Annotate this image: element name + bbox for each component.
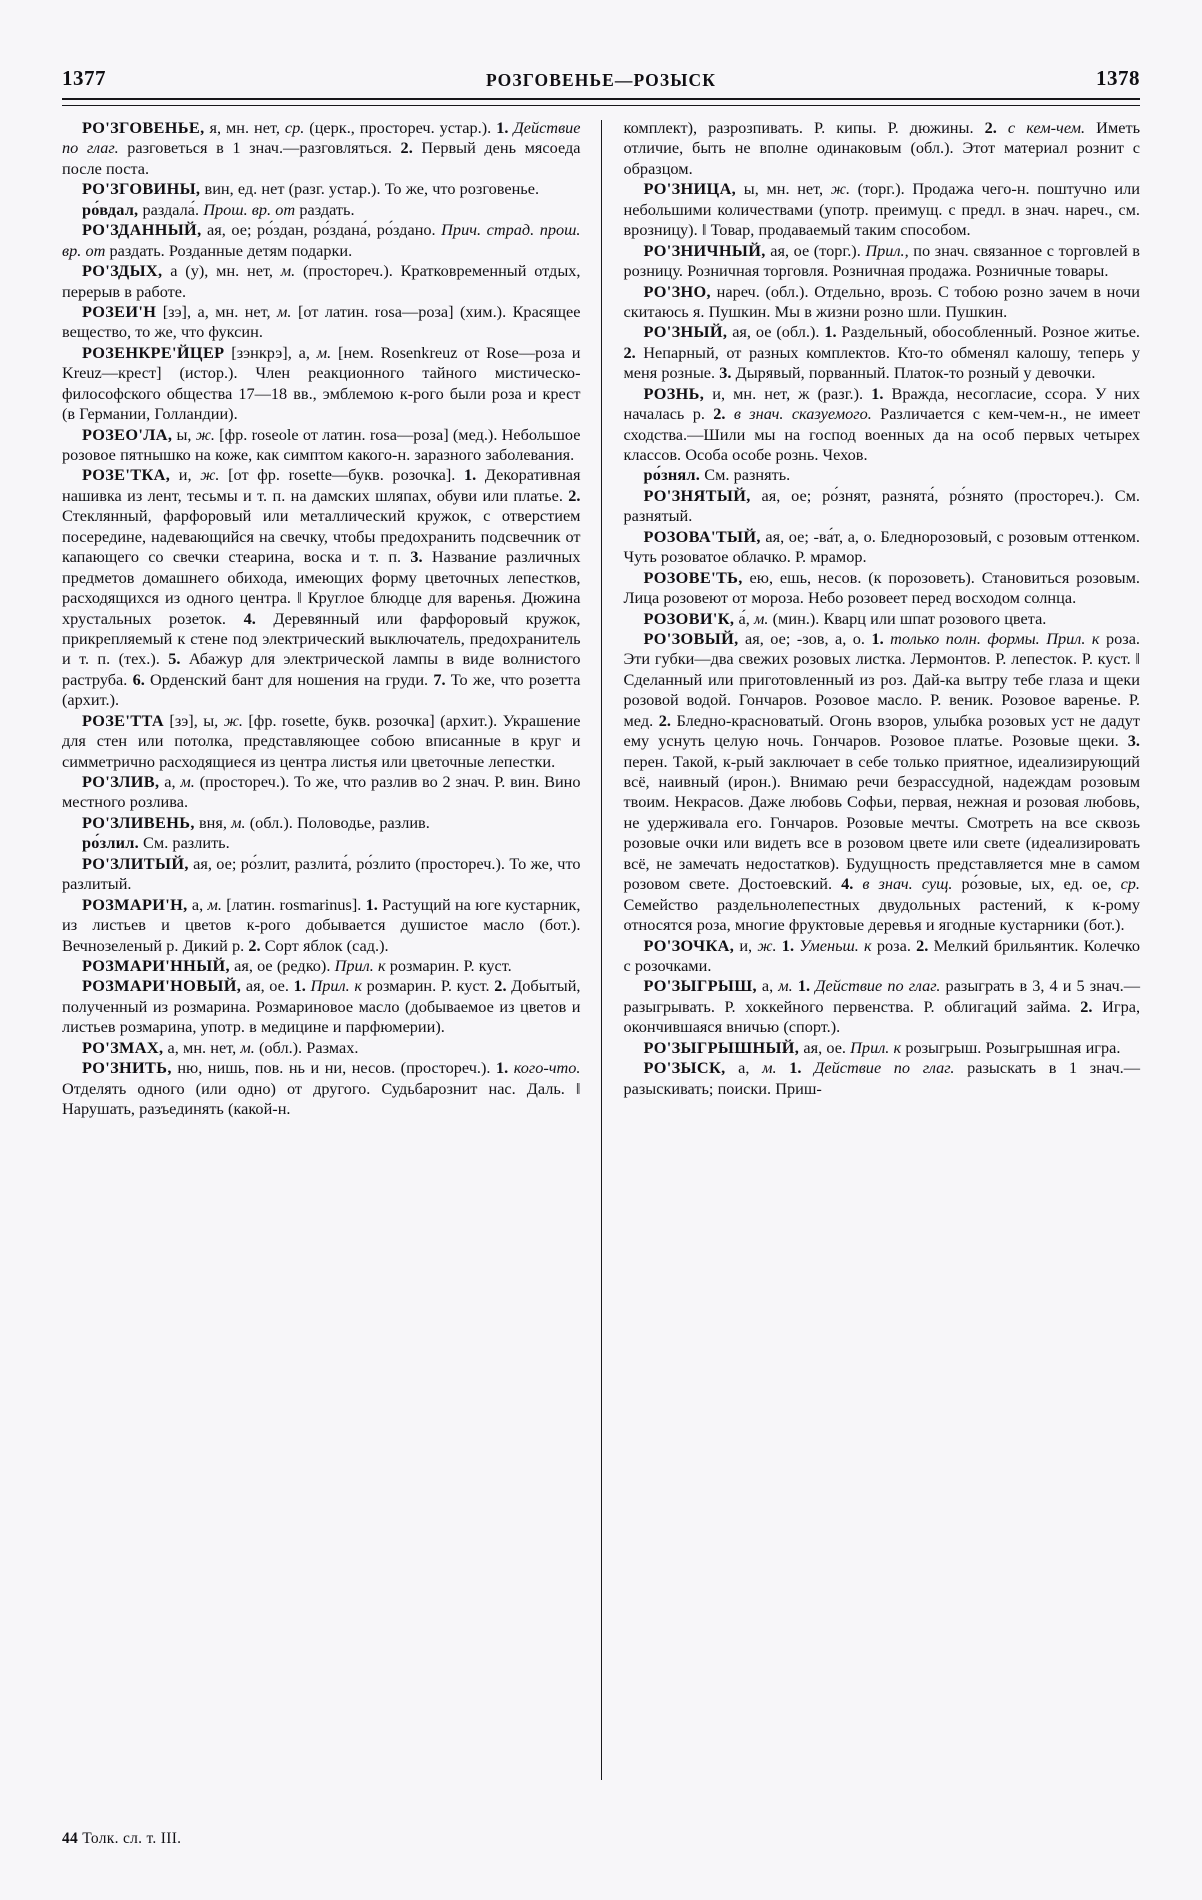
dictionary-entry (624, 936, 1141, 977)
dictionary-entry (624, 241, 1141, 282)
entry-definition: [зэнкрэ], а, м. [нем. Rosenkreuz от Rose—роза и Kreuz—крест] (истор.). Член реакционного тайного мистическо-философского общества 17—18 вв., эмблемою к-рого были роза и крест (в Германии, Голландии). (62, 342, 581, 424)
dictionary-entry (624, 118, 1141, 179)
dictionary-entry (62, 118, 581, 179)
dictionary-entry (62, 465, 581, 710)
dictionary-entry (62, 956, 581, 976)
entry-definition: и, мн. нет, ж (разг.). 1. Вражда, несогласие, ссора. У них началась р. 2. в знач. сказуемого. Различается с кем-чем-н., не имеет сходства.—Шили мы на господ военных да на особ первых четырех классов. Особа особе рознь. Чехов. (623, 383, 1140, 464)
entry-definition: ая, ое; ро́злит, разлита́, ро́злито (простореч.). То же, что разлитый. (62, 853, 581, 894)
entry-headword: РО'ЗНИЦА, (643, 179, 737, 199)
dictionary-entry (624, 282, 1141, 323)
entry-headword: РО'ЗНЯТЫЙ, (643, 485, 751, 505)
column-container (62, 118, 1140, 1822)
dictionary-entry (62, 1038, 581, 1058)
dictionary-entry (624, 976, 1141, 1037)
page-footer (62, 1830, 181, 1848)
entry-definition: а, м. (простореч.). То же, что разлив во 2 знач. Р. вин. Вино местного розлива. (62, 772, 581, 812)
entry-headword: РО'ЗЛИВ, (82, 772, 160, 791)
entry-headword: РО'ЗЛИВЕНЬ, (82, 812, 195, 832)
entry-headword: РО'ЗГОВЕНЬЕ, (82, 118, 205, 137)
dictionary-entry (62, 179, 581, 199)
entry-definition: а́, м. (мин.). Кварц или шпат розового цвета. (734, 608, 1047, 628)
folio-left: 1377 (62, 66, 106, 90)
entry-definition: ая, ое. 1. Прил. к розмарин. Р. куст. 2. Добытый, полученный из розмарина. Розмариновое масло (добываемое из цветов и листьев розмарина, употр. в медицине и парфюмерии). (62, 976, 581, 1037)
signature-mark: 44 (62, 1830, 79, 1847)
dictionary-entry (62, 895, 581, 956)
entry-definition: ая, ое; -зов, а, о. 1. только полн. формы. Прил. к роза. Эти губки—два свежих розовых листка. Лермонтов. Р. лепесток. Р. куст. ‖ Сделанный или приготовленный из роз. Дай-ка вытру тебе глаза и щеки розовой водой. Гончаров. Розовое масло. Р. веник. Розовое варенье. Р. мед. 2. Бледно-красноватый. Огонь взоров, улыбка розовых уст не дадут ему уснуть целую ночь. Гончаров. Розовое платье. Розовые щеки. 3. перен. Такой, к-рый заключает в себе только приятное, идеализирующий всё, наивный (ирон.). Внимаю речи безрассудной, надеждам розовым твоим. Некрасов. Даже любовь Софьи, первая, нежная и розовая любовь, не удерживала его. Гончаров. Розовые мечты. Смотреть на все сквозь розовые очки или видеть все в розовом цвете или свете (идеализировать всё, не замечать недостатков). Будущность представляется мне в самом розовом свете. Достоевский. 4. в знач. сущ. ро́зовые, ых, ед. ое, ср. Семейство раздельнолепестных двудольных растений, к к-рому относятся роза, многие фруктовые деревья и ягодные кустарники (бот.). (623, 628, 1140, 935)
dictionary-entry (624, 384, 1141, 466)
dictionary-entry (62, 302, 581, 343)
entry-definition: [зэ], а, мн. нет, м. [от латин. rosa—роза] (хим.). Красящее вещество, то же, что фуксин. (62, 301, 581, 342)
entry-headword: РОЗМАРИ'Н, (82, 894, 188, 914)
entry-headword: РОЗЕО'ЛА, (82, 424, 173, 444)
dictionary-entry (624, 465, 1141, 485)
running-head (62, 66, 1140, 94)
dictionary-entry (62, 976, 581, 1037)
dictionary-entry (624, 568, 1141, 609)
entry-headword: РОЗОВИ'К, (643, 608, 735, 628)
dictionary-entry (62, 261, 581, 302)
entry-headword: РОЗЕ'ТКА, (82, 465, 171, 485)
entry-headword: РОЗНЬ, (643, 383, 705, 403)
volume-mark: Толк. сл. т. III. (82, 1830, 182, 1847)
dictionary-entry (62, 813, 581, 833)
entry-headword: РОЗЕ'ТТА (82, 710, 164, 730)
entry-definition: См. разлить. (138, 833, 230, 853)
entry-headword: РО'ЗГОВИНЫ, (82, 179, 201, 199)
entry-headword: РО'ЗЫГРЫШ, (643, 976, 757, 996)
entry-headword: РОЗОВА'ТЫЙ, (643, 526, 761, 546)
entry-definition: ая, ое (торг.). Прил., по знач. связанное с торговлей в розницу. Розничная торговля. Розничная продажа. Розничные товары. (623, 240, 1140, 281)
dictionary-entry (624, 322, 1141, 383)
entry-definition: вня, м. (обл.). Половодье, разлив. (194, 812, 430, 832)
entry-headword: РО'ЗЛИТЫЙ, (82, 853, 189, 873)
entry-definition: а, м. 1. Действие по глаг. разыскать в 1 знач.—разыскивать; поиски. Приш- (623, 1058, 1141, 1098)
entry-headword: РО'ЗОВЫЙ, (643, 628, 739, 648)
header-rule (62, 98, 1140, 106)
entry-definition: и, ж. [от фр. rosette—букв. розочка]. 1. Декоративная нашивка из лент, тесьмы и т. п. на дамских шляпах, обуви или платье. 2. Стеклянный, фарфоровый или металлический кружок, с отверстием посередине, надевающийся на свечку, чтобы предохранить подсвечник от капающего со свечки стеарина, воска и т. п. 3. Название различных предметов домашнего обихода, имеющих форму цветочных лепестков, расходящихся из одного центра. ‖ Круглое блюдце для варенья. Дюжина хрустальных розеток. 4. Деревянный или фарфоровый кружок, прикрепляемый к стене под электрический выключатель, предохранитель и т. п. (тех.). 5. Абажур для электрической лампы в виде волнистого раструба. 6. Орденский бант для ношения на груди. 7. То же, что розетта (архит.). (62, 465, 581, 710)
entry-definition: комплект), разрозпивать. Р. кипы. Р. дюжины. 2. с кем-чем. Иметь отличие, быть не вполне одинаковым (обл.). Этот материал рознит с образцом. (623, 118, 1141, 178)
entry-headword: ро́злил. (82, 833, 139, 853)
dictionary-entry (62, 854, 581, 895)
dictionary-entry (624, 486, 1141, 527)
entry-headword: РОЗЕИ'Н (82, 301, 157, 321)
dictionary-entry (624, 1058, 1141, 1099)
entry-headword: ро́вдал, (82, 199, 139, 219)
dictionary-entry (624, 1038, 1141, 1058)
entry-headword: РО'ЗДАННЫЙ, (82, 220, 202, 240)
entry-headword: РОЗОВЕ'ТЬ, (643, 567, 743, 587)
entry-headword: РОЗМАРИ'ННЫЙ, (82, 955, 230, 975)
entry-definition: а, м. [латин. rosmarinus]. 1. Растущий на юге кустарник, из листьев и цветов к-рого добывается душистое масло (бот.). Вечнозеленый р. Дикий р. 2. Сорт яблок (сад.). (62, 894, 581, 955)
right-column (602, 118, 1141, 1822)
entry-definition: нареч. (обл.). Отдельно, врозь. С тобою розно зачем в ночи скитаюсь я. Пушкин. Мы в жизни розно шли. Пушкин. (623, 281, 1140, 321)
entry-definition: а (у), мн. нет, м. (простореч.). Кратковременный отдых, перерыв в работе. (62, 261, 581, 301)
dictionary-entry (624, 629, 1141, 936)
entry-definition: ы, ж. [фр. roseole от латин. rosa—роза] (мед.). Небольшое розовое пятнышко на коже, как симптом какого-н. заразного заболевания. (62, 424, 581, 464)
entry-definition: я, мн. нет, ср. (церк., простореч. устар.). 1. Действие по глаг. разговеться в 1 знач.—разговляться. 2. Первый день мясоеда после поста. (62, 118, 581, 178)
dictionary-entry (62, 1058, 581, 1119)
dictionary-entry (62, 343, 581, 425)
dictionary-entry (624, 179, 1141, 240)
entry-definition: ая, ое; -ва́т, а, о. Бледнорозовый, с розовым оттенком. Чуть розоватое облачко. Р. мрамор. (623, 526, 1140, 567)
entry-definition: ая, ое (обл.). 1. Раздельный, обособленный. Розное житье. 2. Непарный, от разных комплектов. Кто-то обменял калошу, теперь у меня розные. 3. Дырявый, порванный. Платок-то розный у девочки. (623, 322, 1140, 383)
entry-headword: РО'ЗНЫЙ, (643, 322, 728, 342)
entry-definition: ню, нишь, пов. нь и ни, несов. (простореч.). 1. кого-что. Отделять одного (или одно) от другого. Судьбарознит нас. Даль. ‖ Нарушать, разъединять (какой-н. (62, 1058, 581, 1118)
left-column (62, 118, 601, 1822)
entry-definition: ею, ешь, несов. (к порозоветь). Становиться розовым. Лица розовеют от мороза. Небо розовеет перед восходом солнца. (623, 567, 1140, 608)
entry-headword: РО'ЗОЧКА, (643, 935, 735, 955)
entry-definition: См. разнять. (700, 465, 791, 485)
entry-headword: РО'ЗНИТЬ, (82, 1058, 172, 1078)
dictionary-entry (62, 200, 581, 220)
dictionary-entry (62, 425, 581, 466)
folio-right: 1378 (1096, 66, 1140, 90)
entry-definition: ая, ое; ро́здан, ро́здана́, ро́здано. Прич. страд. прош. вр. от раздать. Розданные детям подарки. (62, 220, 581, 260)
entry-headword: РО'ЗЫГРЫШНЫЙ, (643, 1037, 800, 1057)
dictionary-entry (62, 220, 581, 261)
entry-definition: ая, ое; ро́знят, разнята́, ро́знято (простореч.). См. разнятый. (623, 485, 1140, 526)
entry-headword: РО'ЗДЫХ, (82, 261, 163, 281)
entry-definition: вин, ед. нет (разг. устар.). То же, что розговенье. (200, 179, 540, 199)
entry-headword: РО'ЗНИЧНЫЙ, (643, 240, 766, 260)
dictionary-entry (62, 772, 581, 813)
entry-definition: [зэ], ы, ж. [фр. rosette, букв. розочка] (архит.). Украшение для стен или потолка, представляющее собою вписанные в круг и симметрично расходящиеся из центра листья или цветочные лепестки. (62, 710, 581, 771)
running-title: РОЗГОВЕНЬЕ—РОЗЫСК (485, 70, 717, 90)
entry-definition: и, ж. 1. Уменьш. к роза. 2. Мелкий брильянтик. Колечко с розочками. (623, 935, 1140, 975)
entry-definition: а, мн. нет, м. (обл.). Размах. (163, 1037, 359, 1057)
dictionary-entry (62, 711, 581, 772)
entry-definition: раздала́. Прош. вр. от раздать. (138, 199, 355, 219)
entry-headword: РО'ЗНО, (643, 281, 711, 301)
entry-definition: а, м. 1. Действие по глаг. разыграть в 3, 4 и 5 знач.—разыгрывать. Р. хоккейного первенства. Р. облигаций займа. 2. Игра, окончившаяся вничью (спорт.). (623, 976, 1141, 1037)
entry-definition: ы, мн. нет, ж. (торг.). Продажа чего-н. поштучно или небольшими количествами (употр. преимущ. с предл. в знач. нареч., см. врозницу). ‖ Товар, продаваемый таким способом. (623, 179, 1140, 240)
entry-headword: ро́знял. (643, 465, 701, 485)
entry-definition: ая, ое. Прил. к розыгрыш. Розыгрышная игра. (799, 1037, 1121, 1057)
dictionary-entry (624, 609, 1141, 629)
entry-headword: РО'ЗМАХ, (82, 1037, 164, 1057)
dictionary-entry (62, 833, 581, 853)
entry-definition: ая, ое (редко). Прил. к розмарин. Р. куст. (229, 955, 512, 975)
entry-headword: РОЗМАРИ'НОВЫЙ, (82, 976, 242, 996)
entry-headword: РО'ЗЫСК, (643, 1058, 726, 1078)
dictionary-entry (624, 527, 1141, 568)
entry-headword: РОЗЕНКРЕ'ЙЦЕР (82, 342, 225, 362)
